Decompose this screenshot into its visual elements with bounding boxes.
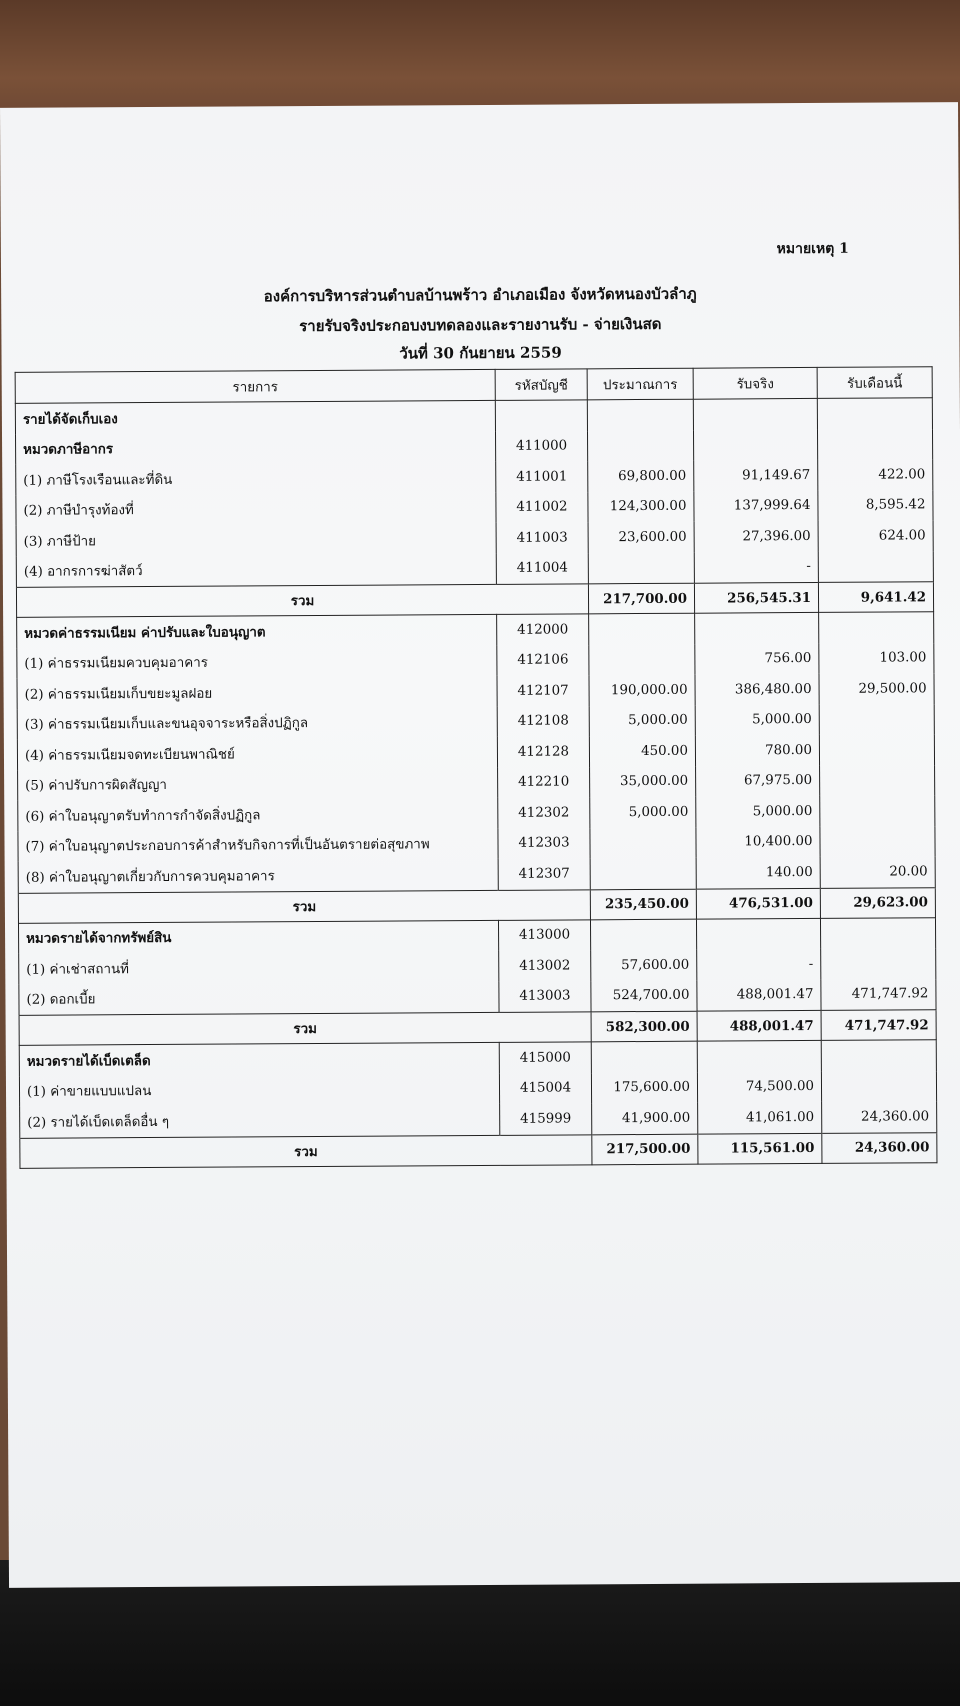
cell-actual	[696, 918, 820, 950]
cell-budget: 35,000.00	[590, 766, 696, 797]
total-label: รวม	[16, 584, 588, 617]
cell-month	[818, 551, 933, 583]
total-label: รวม	[20, 1134, 592, 1167]
cell-month: 471,747.92	[821, 979, 936, 1011]
cell-budget	[590, 858, 696, 890]
cell-item: (2) ค่าธรรมเนียมเก็บขยะมูลฝอย	[17, 676, 497, 709]
total-budget: 217,700.00	[588, 583, 694, 614]
cell-month	[820, 795, 935, 826]
total-budget: 582,300.00	[591, 1011, 697, 1042]
cell-actual: 10,400.00	[696, 826, 820, 857]
cell-budget	[589, 644, 695, 675]
cell-actual: 41,061.00	[698, 1102, 822, 1134]
cell-item: (5) ค่าปรับการผิดสัญญา	[18, 767, 498, 800]
section-heading: รายได้จัดเก็บเอง	[15, 400, 495, 434]
cell-budget: 190,000.00	[589, 675, 695, 706]
cell-budget: 5,000.00	[589, 705, 695, 736]
cell-month: 103.00	[819, 643, 934, 674]
cell-code: 412302	[498, 797, 590, 828]
cell-budget: 124,300.00	[588, 491, 694, 522]
header-budget: ประมาณการ	[587, 368, 693, 400]
cell-actual: 756.00	[695, 643, 819, 674]
total-actual: 476,531.00	[696, 888, 820, 919]
cell-month	[819, 704, 934, 735]
cell-item: (4) อากรการฆ่าสัตว์	[16, 553, 496, 587]
cell-actual: 140.00	[696, 857, 820, 889]
revenue-table	[15, 366, 938, 1168]
header-account-code: รหัสบัญชี	[495, 369, 587, 401]
total-month: 9,641.42	[818, 582, 933, 613]
cell-item: (3) ค่าธรรมเนียมเก็บและขนอุจจาระหรือสิ่งปฏิกูล	[17, 706, 497, 739]
cell-actual	[695, 612, 819, 644]
cell-budget: 5,000.00	[590, 797, 696, 828]
cell-item: (7) ค่าใบอนุญาตประกอบการค้าสำหรับกิจการที่เป็นอันตรายต่อสุขภาพ	[18, 828, 498, 861]
cell-code: 412210	[498, 767, 590, 798]
cell-actual: 67,975.00	[696, 765, 820, 796]
table-body	[15, 398, 937, 1168]
cell-actual: 5,000.00	[696, 796, 820, 827]
cell-month	[821, 1040, 936, 1072]
cell-item: (6) ค่าใบอนุญาตรับทำการกำจัดสิ่งปฏิกูล	[18, 798, 498, 831]
document-page	[0, 102, 960, 1588]
cell-code: 412107	[497, 675, 589, 706]
cell-budget	[591, 1041, 697, 1073]
cell-month	[820, 765, 935, 796]
cell-code: 412128	[497, 736, 589, 767]
cell-budget	[590, 919, 696, 951]
cell-actual: 74,500.00	[697, 1071, 821, 1102]
organization-title: องค์การบริหารส่วนตำบลบ้านพร้าว อำเภอเมือง จังหวัดหนองบัวลำภู	[263, 284, 697, 306]
cell-item: (1) ค่าเช่าสถานที่	[19, 951, 499, 984]
cell-month	[820, 826, 935, 857]
cell-budget	[589, 613, 695, 645]
cell-code: 411003	[496, 522, 588, 553]
cell-item: หมวดภาษีอากร	[16, 431, 496, 464]
cell-budget	[588, 552, 694, 584]
cell-month	[819, 612, 934, 644]
cell-month: 8,595.42	[818, 490, 933, 521]
total-budget: 217,500.00	[592, 1134, 698, 1165]
cell-month	[819, 734, 934, 765]
report-title: รายรับจริงประกอบงบทดลองและรายงานรับ - จ่ายเงินสด	[299, 314, 662, 336]
total-row	[20, 1132, 937, 1168]
cell-code: 415000	[499, 1042, 591, 1074]
cell-item: (1) ค่าขายแบบแปลน	[19, 1073, 499, 1106]
cell-code: 412000	[497, 614, 589, 646]
cell-month	[821, 1071, 936, 1102]
cell-item: (2) ภาษีบำรุงท้องที่	[16, 492, 496, 525]
total-label: รวม	[18, 889, 590, 922]
cell-code: 413000	[498, 919, 590, 951]
total-budget: 235,450.00	[590, 889, 696, 920]
cell-month: 24,360.00	[822, 1101, 937, 1133]
cell-budget: 69,800.00	[588, 461, 694, 492]
cell-code: 411000	[495, 431, 587, 462]
total-label: รวม	[19, 1012, 591, 1045]
cell-month	[820, 917, 935, 949]
cell-item: (1) ค่าธรรมเนียมควบคุมอาคาร	[17, 645, 497, 678]
cell-budget: 524,700.00	[591, 980, 697, 1012]
cell-month: 29,500.00	[819, 673, 934, 704]
total-month: 29,623.00	[820, 887, 935, 918]
cell-budget: 175,600.00	[591, 1072, 697, 1103]
cell-code: 411002	[496, 492, 588, 523]
cell-item: (4) ค่าธรรมเนียมจดทะเบียนพาณิชย์	[17, 737, 497, 770]
empty-cell	[817, 398, 932, 430]
cell-actual	[697, 1040, 821, 1072]
cell-code: 412303	[498, 828, 590, 859]
cell-code: 412106	[497, 645, 589, 676]
cell-item: หมวดรายได้เบ็ดเตล็ด	[19, 1042, 499, 1076]
cell-actual: 91,149.67	[694, 460, 818, 491]
cell-item: (8) ค่าใบอนุญาตเกี่ยวกับการควบคุมอาคาร	[18, 859, 498, 893]
total-actual: 488,001.47	[697, 1010, 821, 1041]
cell-item: (2) รายได้เบ็ดเตล็ดอื่น ๆ	[20, 1104, 500, 1138]
total-month: 24,360.00	[822, 1132, 937, 1163]
cell-code: 411001	[496, 461, 588, 492]
cell-code: 411004	[496, 553, 588, 585]
header-actual: รับจริง	[693, 367, 817, 399]
cell-budget	[587, 430, 693, 461]
cell-actual: 386,480.00	[695, 674, 819, 705]
cell-actual: 27,396.00	[694, 521, 818, 552]
cell-item: หมวดรายได้จากทรัพย์สิน	[18, 920, 498, 954]
cell-budget: 23,600.00	[588, 522, 694, 553]
empty-cell	[693, 398, 817, 430]
cell-code: 415004	[499, 1073, 591, 1104]
cell-code: 412108	[497, 706, 589, 737]
cell-actual: -	[694, 551, 818, 583]
cell-month	[817, 429, 932, 460]
cell-item: (1) ภาษีโรงเรือนและที่ดิน	[16, 462, 496, 495]
empty-cell	[587, 399, 693, 431]
cell-month	[821, 948, 936, 979]
empty-cell	[495, 400, 587, 432]
total-actual: 115,561.00	[698, 1133, 822, 1164]
cell-item: (2) ดอกเบี้ย	[19, 981, 499, 1015]
cell-code: 413003	[499, 981, 591, 1013]
cell-month: 422.00	[818, 459, 933, 490]
cell-budget: 57,600.00	[591, 950, 697, 981]
cell-item: (3) ภาษีป้าย	[16, 523, 496, 556]
total-month: 471,747.92	[821, 1010, 936, 1041]
cell-budget: 450.00	[589, 736, 695, 767]
cell-actual: -	[697, 949, 821, 980]
cell-budget	[590, 827, 696, 858]
cell-actual	[693, 429, 817, 460]
cell-actual: 137,999.64	[694, 490, 818, 521]
cell-code: 413002	[499, 950, 591, 981]
header-this-month: รับเดือนนี้	[817, 367, 932, 399]
report-date: วันที่ 30 กันยายน 2559	[399, 343, 562, 363]
cell-actual: 780.00	[695, 735, 819, 766]
note-label: หมายเหตุ 1	[776, 240, 849, 258]
cell-month: 624.00	[818, 520, 933, 551]
header-item: รายการ	[15, 369, 495, 403]
cell-actual: 5,000.00	[695, 704, 819, 735]
cell-budget: 41,900.00	[592, 1103, 698, 1135]
cell-month: 20.00	[820, 856, 935, 888]
total-actual: 256,545.31	[694, 582, 818, 613]
cell-item: หมวดค่าธรรมเนียม ค่าปรับและใบอนุญาต	[17, 614, 497, 648]
cell-actual: 488,001.47	[697, 979, 821, 1011]
cell-code: 415999	[500, 1103, 592, 1135]
cell-code: 412307	[498, 858, 590, 890]
